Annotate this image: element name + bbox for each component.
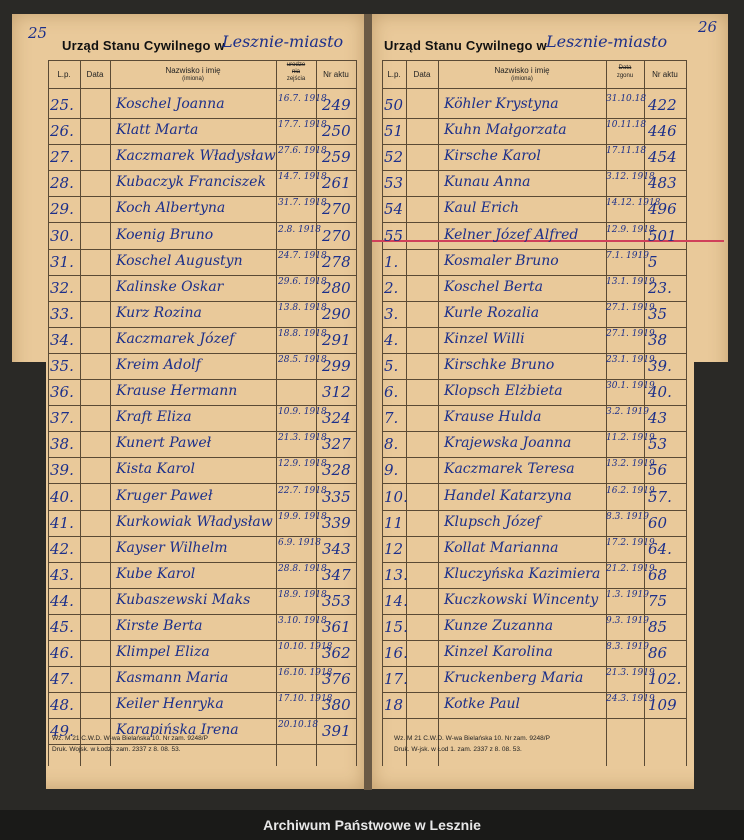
col-date — [278, 62, 314, 83]
row-lp: 15. — [384, 618, 408, 636]
row-akt: 43 — [648, 409, 668, 428]
col-name — [110, 66, 276, 84]
row-lp: 54 — [384, 200, 404, 219]
table-row — [12, 562, 364, 588]
table-row — [372, 327, 724, 353]
row-name: Kruger Paweł — [116, 487, 213, 504]
row-lp: 16. — [384, 644, 408, 663]
row-name: Kraft Eliza — [116, 409, 192, 426]
row-lp: 31. — [50, 252, 74, 271]
row-name: Kirsche Karol — [444, 148, 541, 165]
row-date: 24.3. 1919 — [606, 694, 655, 705]
row-name: Kuhn Małgorzata — [444, 122, 567, 139]
col-lp: L.p. — [57, 70, 71, 79]
row-akt: 339 — [322, 513, 351, 532]
row-akt: 335 — [322, 487, 351, 506]
page-edge-shadow — [694, 362, 728, 790]
header-print: Urząd Stanu Cywilnego w — [62, 38, 225, 53]
row-date: 31.7. 1918 — [278, 198, 327, 209]
table-row — [372, 118, 724, 144]
row-name: Kubaczyk Franciszek — [116, 174, 266, 191]
row-date: 6.9. 1918 — [278, 537, 321, 548]
header-print: Urząd Stanu Cywilnego w — [384, 38, 547, 53]
row-lp: 8. — [384, 435, 399, 454]
row-date: 11.2. 1919 — [606, 433, 655, 444]
table-row — [12, 196, 364, 222]
table-row — [12, 484, 364, 510]
table-row — [12, 353, 364, 379]
row-name: Kirste Berta — [116, 618, 203, 634]
table-row — [372, 275, 724, 301]
row-akt: 261 — [322, 174, 351, 193]
row-akt: 376 — [322, 670, 351, 689]
row-date: 17.10. 1918 — [278, 694, 333, 705]
row-name: Kayser Wilhelm — [116, 539, 228, 556]
row-date: 21.3. 1919 — [606, 668, 655, 679]
row-date: 13.1. 1919 — [606, 276, 655, 287]
row-date: 9.3. 1919 — [606, 616, 649, 626]
row-date: 22.7. 1918 — [278, 485, 327, 496]
row-date: 12.9. 1918 — [606, 224, 655, 235]
row-akt: 35 — [648, 304, 668, 323]
row-akt: 501 — [648, 226, 677, 245]
row-date: 10.11.18 — [606, 120, 647, 131]
row-akt: 250 — [322, 122, 351, 141]
table-row — [372, 484, 724, 510]
row-name: Kuczkowski Wincenty — [444, 591, 599, 608]
row-date: 16.7. 1918 — [278, 94, 327, 104]
row-name: Kinzel Karolina — [444, 644, 553, 661]
table-row — [372, 510, 724, 536]
row-lp: 48. — [50, 696, 74, 715]
row-date: 19.9. 1918 — [278, 511, 327, 522]
table-row — [372, 431, 724, 457]
row-lp: 44. — [50, 591, 74, 610]
table-row — [12, 118, 364, 144]
col-date-a: urodze — [286, 62, 306, 68]
row-akt: 324 — [322, 409, 351, 428]
row-akt: 60 — [648, 513, 668, 532]
row-name: Kinzel Willi — [444, 330, 525, 347]
row-name: Kasmann Maria — [116, 670, 229, 687]
row-lp: 3. — [384, 304, 399, 323]
row-name: Kaczmarek Teresa — [444, 461, 575, 478]
row-name: Kaczmarek Józef — [116, 330, 235, 347]
row-name: Kunau Anna — [444, 174, 531, 191]
row-name: Kluczyńska Kazimiera — [444, 565, 601, 582]
row-name: Kalinske Oskar — [116, 278, 224, 295]
row-name: Koch Albertyna — [116, 200, 226, 217]
col-date-b: zgonu — [616, 73, 634, 79]
table-row — [12, 431, 364, 457]
table-row — [372, 379, 724, 405]
row-name: Kurkowiak Władysław — [116, 513, 273, 530]
right-page — [372, 14, 728, 789]
row-lp: 14. — [384, 591, 408, 610]
row-name: Klopsch Elżbieta — [444, 383, 563, 400]
table-row — [372, 405, 724, 431]
row-date: 21.3. 1918 — [278, 433, 327, 444]
table-row — [372, 196, 724, 222]
row-date: 17.11.18 — [606, 146, 647, 157]
table-row — [372, 562, 724, 588]
row-name: Klupsch Józef — [444, 513, 541, 530]
table-row — [372, 223, 724, 249]
row-name: Kotke Paul — [444, 696, 520, 713]
row-akt: 68 — [648, 565, 668, 584]
row-name: Kube Karol — [116, 565, 196, 582]
row-akt: 422 — [648, 96, 677, 114]
row-date: 23.1. 1919 — [606, 355, 655, 365]
row-lp: 6. — [384, 383, 399, 402]
row-name: Kaczmarek Władysław — [116, 148, 276, 165]
row-akt: 361 — [322, 618, 351, 636]
row-lp: 34. — [50, 330, 74, 349]
row-name: Kurle Rozalia — [444, 304, 540, 321]
row-date: 13.2. 1919 — [606, 459, 655, 470]
footer-line-1: Wz. M 21 C.W.D. W-wa Bielańska 10. Nr zam. 9248/P — [394, 735, 550, 742]
row-name: Köhler Krystyna — [444, 96, 559, 112]
row-date: 17.7. 1918 — [278, 120, 327, 131]
table-row — [12, 588, 364, 614]
col-data: Data — [413, 70, 431, 79]
row-lp: 51 — [384, 122, 404, 141]
row-lp: 40. — [50, 487, 74, 506]
row-date: 18.9. 1918 — [278, 589, 327, 600]
row-name: Koschel Augustyn — [116, 252, 243, 269]
row-akt: 38 — [648, 330, 668, 349]
row-akt: 278 — [322, 252, 351, 271]
col-date-c: zejścia — [286, 76, 306, 82]
row-name: Klatt Marta — [116, 122, 199, 139]
table-row — [372, 144, 724, 170]
table-row — [12, 327, 364, 353]
row-akt: 446 — [648, 122, 677, 141]
row-name: Klimpel Eliza — [116, 644, 210, 661]
row-lp: 47. — [50, 670, 74, 689]
row-lp: 33. — [50, 304, 74, 323]
row-date: 28.5. 1918 — [278, 355, 327, 365]
row-date: 7.1. 1919 — [606, 250, 649, 261]
table-row — [12, 536, 364, 562]
row-date: 24.7. 1918 — [278, 250, 327, 261]
table-row — [12, 457, 364, 483]
archive-caption: Archiwum Państwowe w Lesznie — [0, 810, 744, 840]
row-lp: 29. — [50, 200, 74, 219]
row-akt: 249 — [322, 96, 351, 114]
row-akt: 75 — [648, 591, 668, 610]
row-akt: 57. — [648, 487, 672, 506]
row-name: Kunert Paweł — [116, 435, 212, 452]
row-akt: 86 — [648, 644, 668, 663]
table-row — [12, 275, 364, 301]
row-akt: 259 — [322, 148, 351, 167]
col-lp: L.p. — [387, 70, 401, 79]
row-date: 17.2. 1919 — [606, 537, 655, 548]
row-akt: 327 — [322, 435, 351, 454]
row-name: Kosmaler Bruno — [444, 252, 559, 269]
row-lp: 10. — [384, 487, 408, 506]
table-row — [372, 640, 724, 666]
table-row — [372, 457, 724, 483]
table-row — [372, 588, 724, 614]
row-lp: 43. — [50, 565, 74, 584]
row-lp: 53 — [384, 174, 404, 193]
row-name: Kelner Józef Alfred — [444, 226, 579, 243]
header-hand: Lesznie-miasto — [546, 32, 668, 51]
row-akt: 290 — [322, 304, 351, 323]
row-date: 27.1. 1919 — [606, 302, 655, 313]
table-row — [372, 249, 724, 275]
row-date: 14.7. 1918 — [278, 172, 327, 183]
row-lp: 39. — [50, 461, 74, 480]
row-date: 29.6. 1918 — [278, 276, 327, 287]
row-lp: 7. — [384, 409, 399, 428]
row-akt: 40. — [648, 383, 672, 402]
row-name: Kreim Adolf — [116, 357, 201, 373]
row-akt: 454 — [648, 148, 677, 167]
row-lp: 11 — [384, 513, 404, 532]
row-date: 12.9. 1918 — [278, 459, 327, 470]
table-row — [12, 249, 364, 275]
row-name: Kurz Rozina — [116, 304, 202, 321]
row-date: 8.3. 1919 — [606, 511, 649, 522]
table-row — [12, 692, 364, 718]
row-name: Koschel Berta — [444, 278, 544, 295]
col-name-label: Nazwisko i imię — [494, 66, 550, 75]
table-row — [12, 510, 364, 536]
row-akt: 53 — [648, 435, 668, 454]
row-lp: 26. — [50, 122, 74, 141]
table-row — [372, 301, 724, 327]
row-akt: 109 — [648, 696, 677, 715]
row-akt: 353 — [322, 591, 351, 610]
row-name: Kubaszewski Maks — [116, 591, 251, 608]
row-date: 16.10. 1918 — [278, 668, 333, 679]
row-date: 16.2. 1919 — [606, 485, 655, 496]
row-akt: 64. — [648, 539, 672, 558]
col-data: Data — [86, 70, 104, 79]
row-lp: 41. — [50, 513, 74, 532]
table-row — [372, 692, 724, 718]
row-name: Kunze Zuzanna — [444, 618, 554, 634]
row-lp: 50 — [384, 96, 404, 114]
row-date: 31.10.18 — [606, 94, 647, 104]
col-akt: Nr aktu — [323, 70, 349, 79]
row-date: 27.1. 1919 — [606, 328, 655, 339]
row-lp: 49. — [50, 722, 74, 741]
row-lp: 18 — [384, 696, 404, 715]
row-akt: 343 — [322, 539, 351, 558]
footer-line-2: Druk. W-jsk. w Łod 1. zam. 2337 z 8. 08. 53. — [394, 746, 522, 753]
table-row — [372, 666, 724, 692]
row-name: Kruckenberg Maria — [444, 670, 584, 687]
row-name: Kaul Erich — [444, 200, 519, 217]
row-date: 30.1. 1919 — [606, 381, 655, 392]
row-name: Krause Hulda — [444, 409, 542, 426]
book-spine — [364, 14, 372, 790]
row-lp: 30. — [50, 226, 74, 245]
row-name: Kirschke Bruno — [444, 357, 555, 373]
row-akt: 56 — [648, 461, 668, 480]
table-row — [12, 144, 364, 170]
page-edge-shadow — [12, 362, 46, 790]
row-lp: 45. — [50, 618, 74, 636]
row-date: 8.3. 1919 — [606, 642, 649, 653]
row-date: 13.8. 1918 — [278, 302, 327, 313]
table-row — [12, 92, 364, 118]
row-lp: 37. — [50, 409, 74, 428]
row-lp: 46. — [50, 644, 74, 663]
row-lp: 2. — [384, 278, 399, 297]
row-lp: 27. — [50, 148, 74, 167]
row-lp: 1. — [384, 252, 399, 271]
row-date: 18.8. 1918 — [278, 328, 327, 339]
row-akt: 483 — [648, 174, 677, 193]
table-row — [12, 666, 364, 692]
row-name: Krajewska Joanna — [444, 435, 572, 452]
row-lp: 28. — [50, 174, 74, 193]
row-date: 3.10. 1918 — [278, 616, 327, 626]
table-row — [12, 223, 364, 249]
row-date: 21.2. 1919 — [606, 563, 655, 574]
row-name: Kollat Marianna — [444, 539, 559, 556]
row-lp: 52 — [384, 148, 404, 167]
row-name: Keiler Henryka — [116, 696, 224, 713]
col-name-sub: (imiona) — [182, 76, 204, 82]
row-akt: 347 — [322, 565, 351, 584]
row-name: Krause Hermann — [116, 383, 238, 400]
table-row — [12, 640, 364, 666]
row-akt: 39. — [648, 357, 672, 375]
row-akt: 270 — [322, 200, 351, 219]
col-date-a: Data — [618, 65, 632, 71]
row-akt: 380 — [322, 696, 351, 715]
col-name-sub: (imiona) — [511, 76, 533, 82]
row-date: 10.10. 1918 — [278, 642, 333, 653]
col-name-label: Nazwisko i imię — [165, 66, 221, 75]
row-akt: 85 — [648, 618, 668, 636]
row-date: 20.10.18 — [278, 720, 319, 731]
header-hand: Lesznie-miasto — [222, 32, 344, 51]
row-lp: 25. — [50, 96, 74, 114]
page-number: 25 — [28, 24, 48, 42]
table-row — [372, 92, 724, 118]
row-lp: 55 — [384, 226, 404, 245]
row-date: 3.12. 1918 — [606, 172, 655, 183]
row-akt: 496 — [648, 200, 677, 219]
row-akt: 328 — [322, 461, 351, 480]
row-date: 14.12. 1918 — [606, 198, 661, 209]
col-date — [608, 64, 642, 80]
left-page — [12, 14, 364, 789]
row-date: 10.9. 1918 — [278, 407, 327, 418]
row-lp: 35. — [50, 357, 74, 375]
table-row — [372, 170, 724, 196]
row-lp: 4. — [384, 330, 399, 349]
page-number: 26 — [698, 18, 718, 36]
table-row — [372, 614, 724, 640]
row-lp: 38. — [50, 435, 74, 454]
table-row — [372, 536, 724, 562]
row-lp: 13. — [384, 565, 408, 584]
row-akt: 299 — [322, 357, 351, 375]
row-akt: 23. — [648, 278, 672, 297]
row-akt: 291 — [322, 330, 351, 349]
row-date: 1.3. 1919 — [606, 589, 649, 600]
row-lp: 32. — [50, 278, 74, 297]
table-row — [12, 170, 364, 196]
row-name: Koschel Joanna — [116, 96, 225, 112]
table-row — [12, 614, 364, 640]
row-date: 2.8. 1918 — [278, 224, 321, 235]
col-name — [438, 66, 606, 84]
row-akt: 280 — [322, 278, 351, 297]
table-row — [372, 353, 724, 379]
row-date: 28.8. 1918 — [278, 563, 327, 574]
row-lp: 12 — [384, 539, 404, 558]
row-lp: 36. — [50, 383, 74, 402]
row-akt: 270 — [322, 226, 351, 245]
col-akt: Nr aktu — [652, 70, 678, 79]
col-date-b: nia — [291, 69, 300, 75]
row-lp: 42. — [50, 539, 74, 558]
row-name: Kista Karol — [116, 461, 195, 478]
row-akt: 312 — [322, 383, 351, 402]
row-name: Karapińska Irena — [116, 722, 239, 739]
table-row — [12, 405, 364, 431]
row-akt: 102. — [648, 670, 682, 689]
table-row — [12, 301, 364, 327]
row-date: 27.6. 1918 — [278, 146, 327, 157]
row-akt: 362 — [322, 644, 351, 663]
footer-line-1: Wz. M 21 C.W.D. W-wa Bielańska 10. Nr zam. 9248/P — [52, 735, 208, 742]
row-name: Koenig Bruno — [116, 226, 214, 243]
row-name: Handel Katarzyna — [444, 487, 572, 504]
row-akt: 5 — [648, 252, 658, 271]
row-date: 3.2. 1919 — [606, 407, 649, 418]
row-akt: 391 — [322, 722, 351, 741]
row-lp: 5. — [384, 357, 399, 375]
footer-line-2: Druk. Wojsk. w Łodzi. zam. 2337 z 8. 08. 53. — [52, 746, 181, 753]
table-row — [12, 379, 364, 405]
row-lp: 17. — [384, 670, 408, 689]
row-lp: 9. — [384, 461, 399, 480]
